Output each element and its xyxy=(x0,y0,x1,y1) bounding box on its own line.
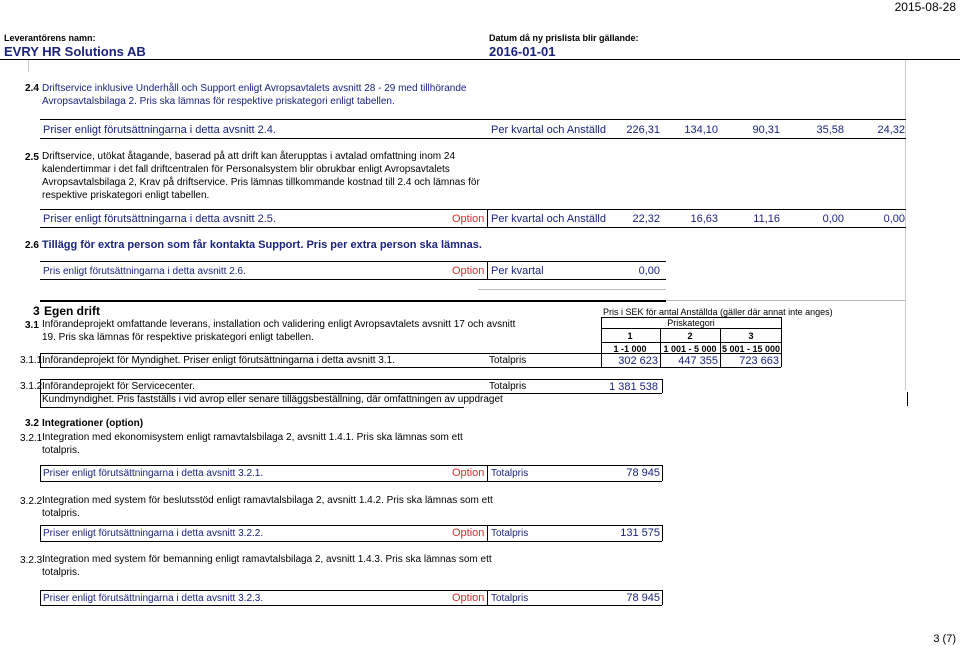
option-label: Option xyxy=(452,213,485,225)
grid-line xyxy=(666,300,906,301)
range-header: 1 -1 000 xyxy=(613,344,647,354)
supplier-label: Leverantörens namn: xyxy=(4,33,96,43)
price-cell: 11,16 xyxy=(753,213,780,225)
section-text: totalpris. xyxy=(42,445,80,456)
section-text: Kundmyndighet. Pris fastställs i vid avrop eller senare tilläggsbeställning, där omfattningen av uppdraget xyxy=(42,394,503,405)
price-label: Pris enligt förutsättningarna i detta avsnitt 2.6. xyxy=(43,266,246,277)
option-label: Option xyxy=(452,265,485,277)
table-border xyxy=(40,353,41,367)
table-border xyxy=(40,379,662,380)
section-text: kalendertimmar i det fall driftcentralen för Personalsystem blir obrukbar enligt Avropsavtalets xyxy=(42,164,450,175)
price-unit: Totalpris xyxy=(491,528,529,539)
table-border xyxy=(40,407,464,408)
price-cell: 0,00 xyxy=(822,213,844,225)
table-border xyxy=(40,590,662,591)
table-border xyxy=(40,279,666,280)
price-label: Priser enligt förutsättningarna i detta avsnitt 3.2.1. xyxy=(43,468,264,479)
table-border xyxy=(662,590,663,605)
table-border xyxy=(907,392,908,406)
price-unit: Per kvartal xyxy=(491,265,544,277)
section-number: 3.2 xyxy=(25,418,39,429)
price-cell: 24,32 xyxy=(877,124,905,136)
price-cell: 90,31 xyxy=(752,124,780,136)
table-border xyxy=(40,465,662,466)
section-text: totalpris. xyxy=(42,508,80,519)
price-unit: Per kvartal och Anställd xyxy=(491,213,606,225)
price-unit: Per kvartal och Anställd xyxy=(491,124,606,136)
price-unit: Totalpris xyxy=(491,593,529,604)
price-cell: 302 623 xyxy=(618,355,658,367)
section-text: totalpris. xyxy=(42,567,80,578)
category-header: 3 xyxy=(748,331,754,341)
page-number: 3 (7) xyxy=(933,633,956,645)
price-label: Priser enligt förutsättningarna i detta avsnitt 2.4. xyxy=(43,124,276,136)
table-border xyxy=(40,119,906,120)
price-cell: 35,58 xyxy=(816,124,844,136)
range-header: 5 001 - 15 000 xyxy=(721,344,781,354)
section-text: Driftservice, utökat åtagande, baserad på att drift kan återupptas i avtalad omfattning inom 24 xyxy=(42,151,456,162)
table-border xyxy=(40,209,906,210)
price-unit: Totalpris xyxy=(489,355,527,366)
table-border xyxy=(601,328,781,329)
section-text: respektive priskategori enligt tabellen. xyxy=(42,190,210,201)
supplier-name: EVRY HR Solutions AB xyxy=(4,44,146,59)
table-border xyxy=(40,353,781,354)
table-border xyxy=(40,525,662,526)
section-number: 3.1 xyxy=(25,320,39,331)
price-cell: 78 945 xyxy=(626,467,660,479)
section-text: Avropsavtalsbilaga 2. Pris ska lämnas för respektive priskategori enligt tabellen. xyxy=(42,96,395,107)
table-border xyxy=(40,605,662,606)
price-note: Pris i SEK för antal Anställda (gäller där annat inte anges) xyxy=(603,307,833,317)
section-title: Egen drift xyxy=(44,304,100,318)
header-divider xyxy=(0,59,960,60)
price-cell: 134,10 xyxy=(684,124,718,136)
section-text: Införandeprojekt för Servicecenter. xyxy=(42,381,195,392)
price-unit: Totalpris xyxy=(489,381,527,392)
table-border xyxy=(40,525,41,541)
priskategori-label: Priskategori xyxy=(667,318,715,328)
section-text: Integration med system för bemanning enligt ramavtalsbilaga 2, avsnitt 1.4.3. Pris ska lämnas som ett xyxy=(42,554,492,565)
table-border xyxy=(40,138,906,139)
table-border xyxy=(487,209,488,227)
section-text: Driftservice inklusive Underhåll och Support enligt Avropsavtalets avsnitt 28 - 29 med tillhörande xyxy=(42,83,467,94)
grid-line xyxy=(905,60,906,390)
section-number: 3.1.2 xyxy=(20,381,43,392)
table-border xyxy=(40,481,662,482)
table-border xyxy=(601,342,781,343)
document-date: 2015-08-28 xyxy=(894,0,956,14)
price-cell: 1 381 538 xyxy=(609,381,658,393)
table-border xyxy=(487,465,488,481)
price-label: Priser enligt förutsättningarna i detta avsnitt 2.5. xyxy=(43,213,276,225)
section-text: Tillägg för extra person som får kontakta Support. Pris per extra person ska lämnas. xyxy=(42,239,482,251)
option-label: Option xyxy=(452,467,485,479)
price-cell: 78 945 xyxy=(626,592,660,604)
price-cell: 16,63 xyxy=(690,213,718,225)
table-border xyxy=(40,465,41,481)
price-cell: 22,32 xyxy=(632,213,660,225)
valid-date: 2016-01-01 xyxy=(489,44,556,59)
valid-date-label: Datum då ny prislista blir gällande: xyxy=(489,33,639,43)
section-text: Avropsavtalsbilaga 2, Krav på driftservice. Pris lämnas tillkommande kostnad till 2.4 och lämnas för xyxy=(42,177,480,188)
price-cell: 723 663 xyxy=(739,355,779,367)
table-border xyxy=(40,590,41,605)
option-label: Option xyxy=(452,592,485,604)
section-text: Införandeprojekt för Myndighet. Priser enligt förutsättningarna i detta avsnitt 3.1. xyxy=(42,355,395,366)
table-border xyxy=(40,367,781,368)
section-number: 2.5 xyxy=(25,152,39,163)
table-border xyxy=(487,261,488,279)
price-cell: 447 355 xyxy=(678,355,718,367)
section-number: 3.2.3 xyxy=(20,555,43,566)
price-label: Priser enligt förutsättningarna i detta avsnitt 3.2.2. xyxy=(43,528,264,539)
section-number: 2.4 xyxy=(25,83,39,94)
section-number: 3.1.1 xyxy=(20,355,43,366)
table-border xyxy=(40,261,666,262)
price-cell: 131 575 xyxy=(620,527,660,539)
section-title: Integrationer (option) xyxy=(42,418,144,429)
category-header: 1 xyxy=(627,331,633,341)
category-header: 2 xyxy=(687,331,693,341)
table-border xyxy=(40,227,906,228)
range-header: 1 001 - 5 000 xyxy=(663,344,717,354)
option-label: Option xyxy=(452,527,485,539)
section-number: 2.6 xyxy=(25,240,39,251)
table-border xyxy=(662,379,663,393)
table-border xyxy=(40,379,41,407)
price-cell: 226,31 xyxy=(626,124,660,136)
section-number: 3 xyxy=(33,304,40,318)
section-number: 3.2.1 xyxy=(20,433,43,444)
price-cell: 0,00 xyxy=(638,265,660,277)
price-cell: 0,00 xyxy=(883,213,905,225)
table-border xyxy=(781,317,782,367)
section-number: 3.2.2 xyxy=(20,496,43,507)
table-border xyxy=(662,525,663,541)
table-border xyxy=(662,465,663,481)
section-text: Införandeprojekt omfattande leverans, installation och validering enligt Avropsavtalets avsnitt 17 och avsnitt xyxy=(42,319,516,330)
table-border xyxy=(487,590,488,605)
table-border xyxy=(487,525,488,541)
section-text: 19. Pris ska lämnas för respektive priskategori enligt tabellen. xyxy=(42,332,314,343)
price-unit: Totalpris xyxy=(491,468,529,479)
price-label: Priser enligt förutsättningarna i detta avsnitt 3.2.3. xyxy=(43,593,264,604)
section-text: Integration med system för beslutsstöd enligt ramavtalsbilaga 2, avsnitt 1.4.2. Pris ska lämnas som ett xyxy=(42,495,493,506)
grid-line xyxy=(28,60,29,72)
table-border xyxy=(40,541,662,542)
section-text: Integration med ekonomisystem enligt ramavtalsbilaga 2, avsnitt 1.4.1. Pris ska lämnas som ett xyxy=(42,432,463,443)
grid-line xyxy=(478,289,666,290)
section-divider xyxy=(40,300,666,302)
